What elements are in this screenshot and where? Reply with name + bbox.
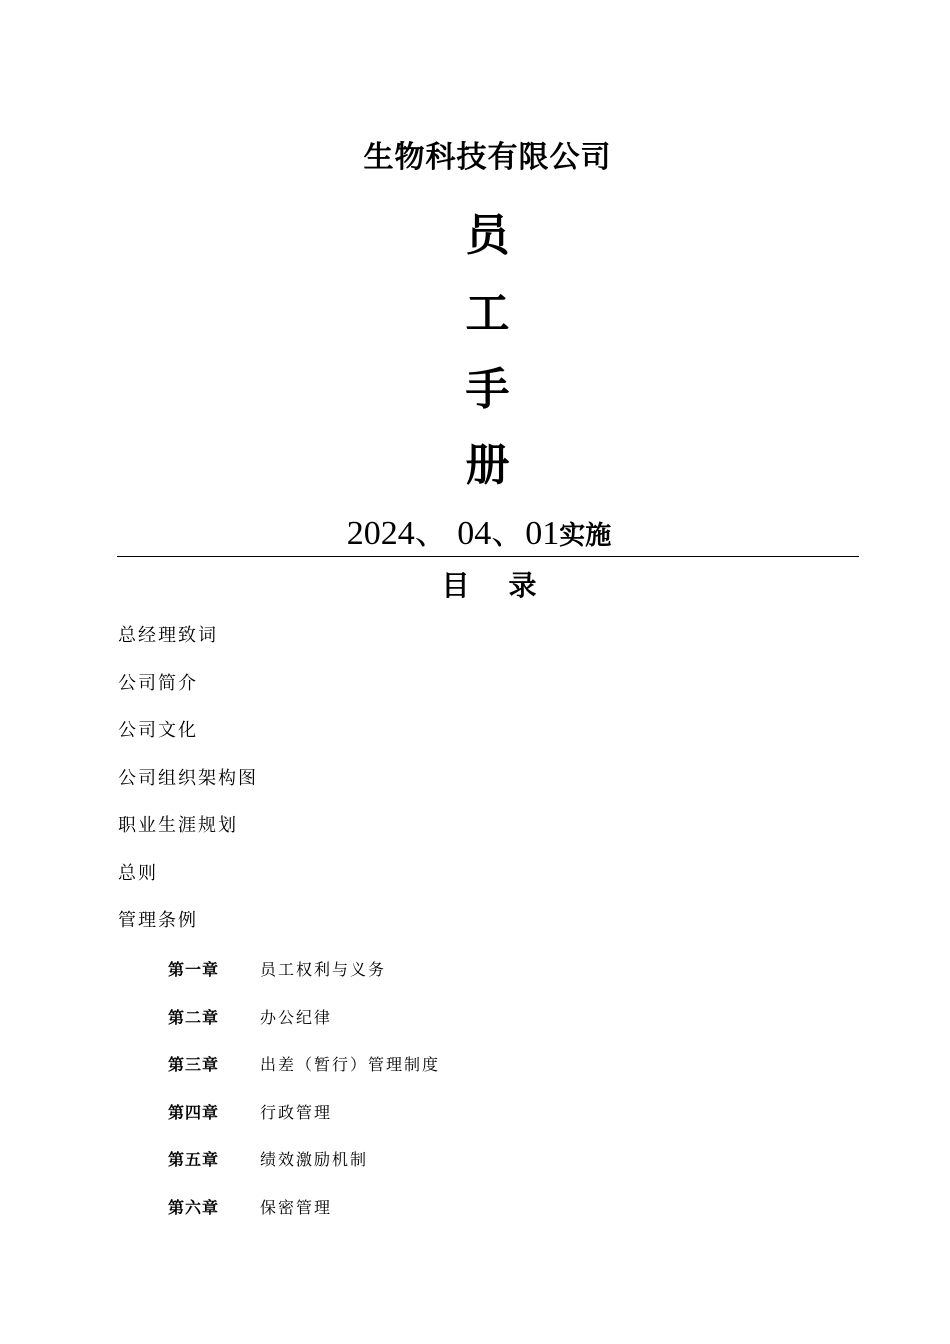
toc-item: 公司组织架构图 <box>118 768 258 789</box>
toc-chapter <box>168 959 386 981</box>
toc-chapter <box>168 1054 440 1076</box>
toc-title: 目 录 <box>441 569 537 602</box>
effective-date-value: 2024、 04、01 <box>346 515 560 552</box>
title-char-1: 员 <box>465 210 510 261</box>
chapter-title: 保密管理 <box>260 1198 333 1217</box>
chapter-title: 办公纪律 <box>260 1008 333 1027</box>
title-char-2: 工 <box>465 288 510 339</box>
toc-item: 公司简介 <box>118 673 198 694</box>
toc-chapter <box>168 1102 332 1124</box>
toc-chapter <box>168 1149 368 1171</box>
chapter-number: 第四章 <box>168 1103 220 1122</box>
effective-date <box>0 512 950 561</box>
toc-chapter <box>168 1197 332 1219</box>
toc-item: 总经理致词 <box>118 625 218 646</box>
chapter-number: 第二章 <box>168 1008 220 1027</box>
title-char-3: 手 <box>465 364 510 415</box>
chapter-number: 第六章 <box>168 1198 220 1217</box>
effective-date-suffix: 实施 <box>559 521 612 551</box>
chapter-title: 绩效激励机制 <box>260 1150 369 1169</box>
toc-chapter <box>168 1007 332 1029</box>
divider-line <box>117 556 859 557</box>
chapter-title: 行政管理 <box>260 1103 333 1122</box>
toc-item: 管理条例 <box>118 910 198 931</box>
toc-item: 总则 <box>118 863 158 884</box>
toc-item: 公司文化 <box>118 720 198 741</box>
chapter-number: 第三章 <box>168 1055 220 1074</box>
chapter-title: 员工权利与义务 <box>260 960 387 979</box>
chapter-number: 第一章 <box>168 960 220 979</box>
chapter-title: 出差（暂行）管理制度 <box>260 1055 441 1074</box>
toc-item: 职业生涯规划 <box>118 815 238 836</box>
title-char-4: 册 <box>465 440 510 491</box>
company-name: 生物科技有限公司 <box>363 140 612 175</box>
chapter-number: 第五章 <box>168 1150 220 1169</box>
